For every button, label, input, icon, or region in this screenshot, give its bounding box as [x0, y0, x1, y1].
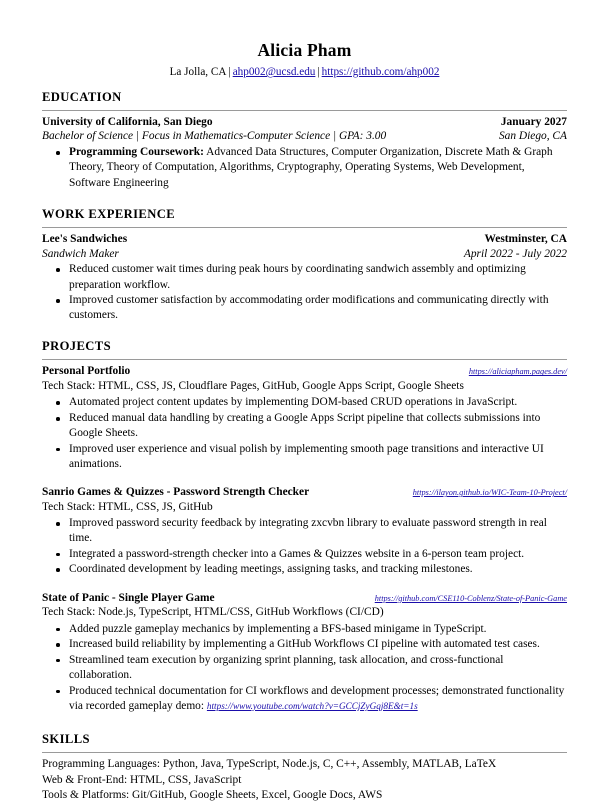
project-url-link[interactable]: https://ilayon.github.io/WIC-Team-10-Project/: [412, 488, 567, 498]
section-education: [42, 90, 567, 191]
document-body: [42, 40, 567, 804]
section-rule-work: [42, 227, 567, 228]
education-bullets: [42, 145, 567, 190]
project-bullets: [42, 516, 567, 578]
email-link[interactable]: ahp002@ucsd.edu: [232, 66, 316, 79]
list-item: Reduced customer wait times during peak hours by coordinating sandwich assembly and optimizing preparation workflow.: [42, 262, 567, 292]
project-tech-stack: Tech Stack: HTML, CSS, JS, Cloudflare Pages, GitHub, Google Apps Script, Google Sheets: [42, 380, 464, 393]
section-title-work: WORK EXPERIENCE: [42, 206, 176, 221]
list-item: Coordinated development by leading meetings, assigning tasks, and tracking milestones.: [42, 562, 567, 577]
section-rule-projects: [42, 359, 567, 360]
project-entry-state-of-panic: [42, 591, 567, 714]
contact-location: La Jolla, CA: [169, 66, 227, 79]
list-item: Reduced manual data handling by creating a Google Apps Script pipeline that collects submissions into Google Sheets.: [42, 411, 567, 441]
project-entry-sanrio-games: [42, 485, 567, 578]
section-projects: [42, 339, 567, 713]
youtube-demo-link[interactable]: https://www.youtube.com/watch?v=GCCjZyGqj8E&t=1s: [206, 700, 418, 711]
skills-line-tools: Tools & Platforms: Git/GitHub, Google Sheets, Excel, Google Docs, AWS: [42, 789, 383, 802]
list-item: Increased build reliability by implementing a GitHub Workflows CI pipeline with automated test cases.: [42, 637, 567, 652]
work-company: Lee's Sandwiches: [42, 232, 128, 245]
contact-separator-2: |: [317, 66, 320, 79]
project-url-link[interactable]: https://github.com/CSE110-Coblenz/State-of-Panic-Game: [374, 593, 567, 603]
section-title-education: EDUCATION: [42, 89, 122, 104]
section-rule-education: [42, 110, 567, 111]
work-location: Westminster, CA: [484, 232, 567, 245]
list-item: Integrated a password-strength checker into a Games & Quizzes website in a 6-person team project.: [42, 547, 567, 562]
project-entry-personal-portfolio: [42, 364, 567, 472]
section-rule-skills: [42, 752, 567, 753]
project-header-row: [42, 485, 567, 500]
work-role: Sandwich Maker: [42, 247, 119, 260]
list-item: [42, 145, 567, 190]
education-location: San Diego, CA: [498, 130, 567, 143]
project-url-link[interactable]: https://aliciapham.pages.dev/: [468, 367, 567, 377]
work-dates: April 2022 - July 2022: [463, 247, 567, 260]
section-title-skills: SKILLS: [42, 731, 90, 746]
project-header-row: [42, 364, 567, 379]
list-item: Improved password security feedback by integrating zxcvbn library to evaluate password strength in real time.: [42, 516, 567, 546]
section-title-projects: PROJECTS: [42, 339, 111, 354]
education-subheader-row: [42, 129, 567, 144]
list-item: Improved customer satisfaction by accommodating order modifications and communicating directly with customers.: [42, 293, 567, 323]
education-header-row: [42, 115, 567, 130]
project-name: Sanrio Games & Quizzes - Password Strength Checker: [42, 486, 310, 499]
project-tech-stack: Tech Stack: HTML, CSS, JS, GitHub: [42, 500, 213, 513]
list-item: [42, 684, 567, 714]
project-tech-stack: Tech Stack: Node.js, TypeScript, HTML/CSS, GitHub Workflows (CI/CD): [42, 606, 384, 619]
list-item: Streamlined team execution by organizing sprint planning, task allocation, and cross-functional collaboration.: [42, 653, 567, 683]
section-skills: [42, 732, 567, 804]
candidate-name: Alicia Pham: [257, 40, 352, 60]
demo-bullet-text: Produced technical documentation for CI workflows and development processes; demonstrated functionality via recorded gameplay demo:: [69, 684, 565, 712]
coursework-label: Programming Coursework:: [69, 146, 204, 159]
list-item: Automated project content updates by implementing DOM-based CRUD operations in JavaScript.: [42, 395, 567, 410]
education-school: University of California, San Diego: [42, 115, 213, 128]
coursework-text: Advanced Data Structures, Computer Organization, Discrete Math & Graph Theory, Theory of Computation, Algorithms, Cryptography, Operating Systems, Web Development, Software Engineering: [69, 146, 553, 189]
contact-separator-1: |: [228, 66, 231, 79]
work-entry: [42, 232, 567, 324]
education-date: January 2027: [500, 115, 567, 128]
skills-line-languages: Programming Languages: Python, Java, TypeScript, Node.js, C, C++, Assembly, MATLAB, LaTeX: [42, 757, 497, 770]
project-bullets: [42, 395, 567, 472]
education-entry: [42, 115, 567, 191]
project-name: State of Panic - Single Player Game: [42, 591, 215, 604]
work-subheader-row: [42, 247, 567, 262]
github-link[interactable]: https://github.com/ahp002: [321, 66, 440, 79]
project-name: Personal Portfolio: [42, 365, 131, 378]
list-item: Added puzzle gameplay mechanics by implementing a BFS-based minigame in TypeScript.: [42, 622, 567, 637]
work-header-row: [42, 232, 567, 247]
list-item: Improved user experience and visual polish by implementing smooth page transitions and interactive UI animations.: [42, 442, 567, 472]
contact-line: [42, 66, 567, 79]
project-header-row: [42, 591, 567, 606]
skills-line-web: Web & Front-End: HTML, CSS, JavaScript: [42, 773, 242, 786]
work-bullets: [42, 262, 567, 323]
section-work-experience: [42, 207, 567, 324]
project-bullets: [42, 622, 567, 714]
education-degree: Bachelor of Science | Focus in Mathematics-Computer Science | GPA: 3.00: [42, 130, 387, 143]
